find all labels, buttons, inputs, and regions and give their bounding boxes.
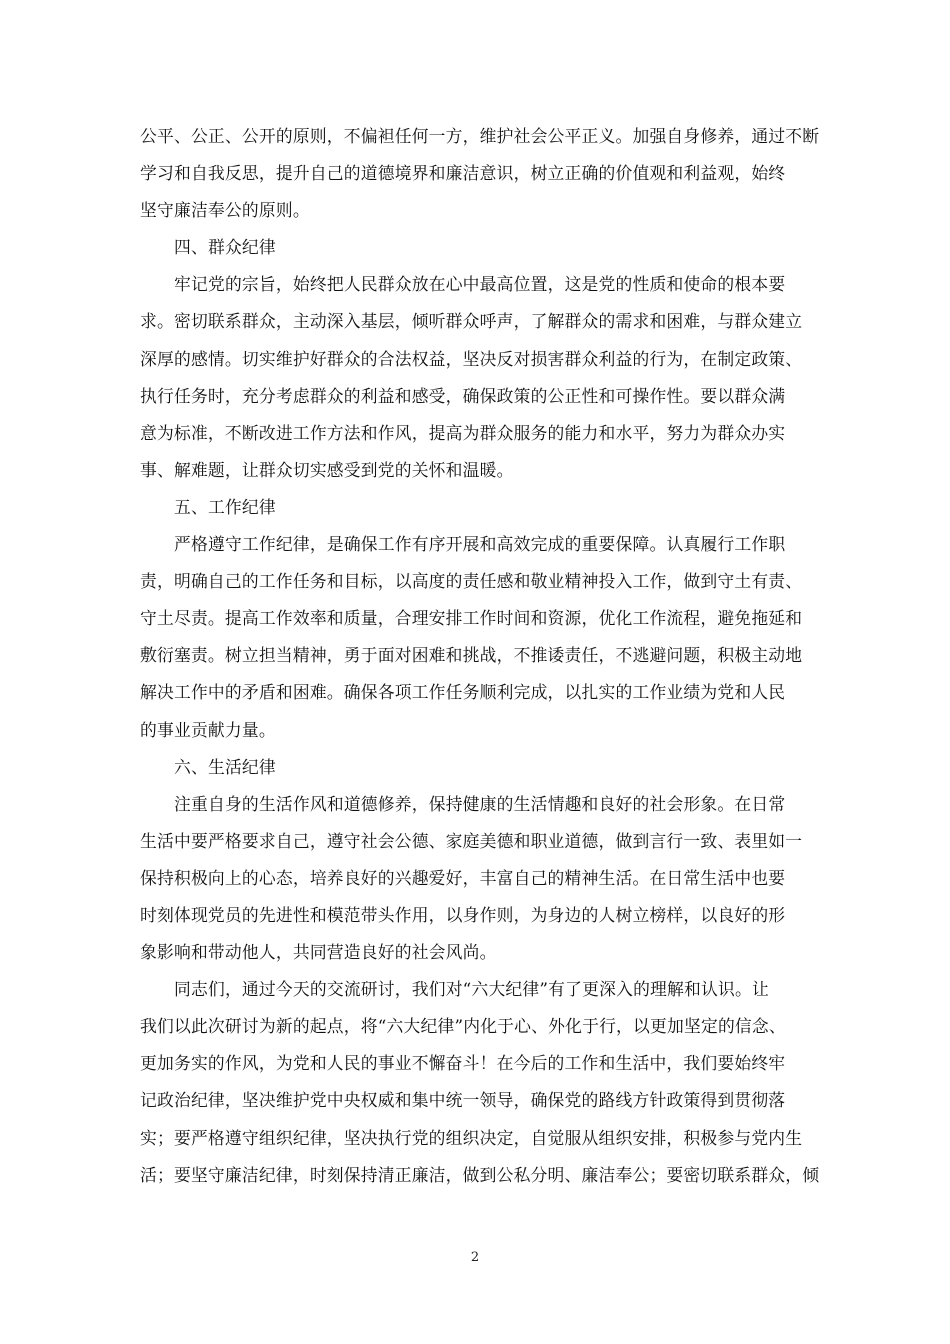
text-line: 学习和自我反思，提升自己的道德境界和廉洁意识，树立正确的价值观和利益观，始终 — [140, 163, 786, 184]
text-line: 保持积极向上的心态，培养良好的兴趣爱好，丰富自己的精神生活。在日常生活中也要 — [140, 867, 786, 888]
text-line: 记政治纪律，坚决维护党中央权威和集中统一领导，确保党的路线方针政策得到贯彻落 — [140, 1090, 786, 1111]
text-line: 敷衍塞责。树立担当精神，勇于面对困难和挑战，不推诿责任，不逃避问题，积极主动地 — [140, 645, 803, 666]
text-line: 注重自身的生活作风和道德修养，保持健康的生活情趣和良好的社会形象。在日常 — [174, 793, 786, 814]
text-line: 求。密切联系群众，主动深入基层，倾听群众呼声，了解群众的需求和困难，与群众建立 — [140, 311, 803, 332]
text-line: 牢记党的宗旨，始终把人民群众放在心中最高位置，这是党的性质和使命的根本要 — [174, 274, 786, 295]
text-line: 严格遵守工作纪律，是确保工作有序开展和高效完成的重要保障。认真履行工作职 — [174, 534, 786, 555]
text-line: 解决工作中的矛盾和困难。确保各项工作任务顺利完成，以扎实的工作业绩为党和人民 — [140, 682, 786, 703]
text-line: 坚守廉洁奉公的原则。 — [140, 200, 310, 221]
text-line: 生活中要严格要求自己，遵守社会公德、家庭美德和职业道德，做到言行一致、表里如一 — [140, 830, 803, 851]
text-line: 意为标准，不断改进工作方法和作风，提高为群众服务的能力和水平，努力为群众办实 — [140, 422, 786, 443]
text-line: 责，明确自己的工作任务和目标，以高度的责任感和敬业精神投入工作，做到守土有责、 — [140, 571, 803, 592]
text-line: 执行任务时，充分考虑群众的利益和感受，确保政策的公正性和可操作性。要以群众满 — [140, 385, 786, 406]
text-line: 象影响和带动他人，共同营造良好的社会风尚。 — [140, 942, 497, 963]
text-line: 的事业贡献力量。 — [140, 719, 276, 740]
document-body — [140, 118, 820, 1194]
text-line: 我们以此次研讨为新的起点，将“六大纪律”内化于心、外化于行，以更加坚定的信念、 — [140, 1016, 786, 1037]
text-line: 活；要坚守廉洁纪律，时刻保持清正廉洁，做到公私分明、廉洁奉公；要密切联系群众，倾 — [140, 1164, 820, 1185]
text-line: 更加务实的作风，为党和人民的事业不懈奋斗！在今后的工作和生活中，我们要始终牢 — [140, 1053, 786, 1074]
text-line: 同志们，通过今天的交流研讨，我们对“六大纪律”有了更深入的理解和认识。让 — [174, 979, 769, 1000]
section-heading-life-discipline: 六、生活纪律 — [174, 756, 276, 777]
section-heading-mass-discipline: 四、群众纪律 — [174, 237, 276, 258]
text-line: 实；要严格遵守组织纪律，坚决执行党的组织决定，自觉服从组织安排，积极参与党内生 — [140, 1127, 803, 1148]
text-line: 时刻体现党员的先进性和模范带头作用，以身作则，为身边的人树立榜样，以良好的形 — [140, 904, 786, 925]
text-line: 深厚的感情。切实维护好群众的合法权益，坚决反对损害群众利益的行为，在制定政策、 — [140, 348, 803, 369]
text-line: 公平、公正、公开的原则，不偏袒任何一方，维护社会公平正义。加强自身修养，通过不断 — [140, 126, 820, 146]
page-number: 2 — [470, 1250, 480, 1265]
text-line: 事、解难题，让群众切实感受到党的关怀和温暖。 — [140, 459, 514, 480]
text-line: 守土尽责。提高工作效率和质量，合理安排工作时间和资源，优化工作流程，避免拖延和 — [140, 608, 803, 629]
section-heading-work-discipline: 五、工作纪律 — [174, 496, 276, 517]
